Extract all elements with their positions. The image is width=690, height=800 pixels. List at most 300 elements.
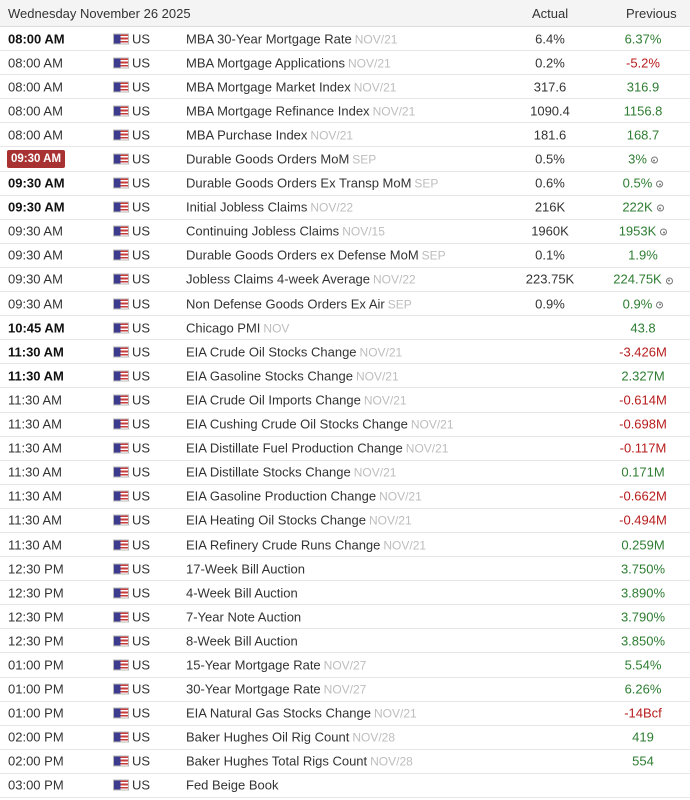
- event-title-cell[interactable]: [186, 441, 448, 456]
- event-name-link[interactable]: MBA Mortgage Market Index: [186, 79, 351, 95]
- previous-value-cell: [597, 682, 689, 697]
- actual-value: 0.6%: [535, 175, 565, 191]
- event-name-link[interactable]: Durable Goods Orders Ex Transp MoM: [186, 175, 412, 191]
- event-reference-period: NOV/21: [355, 369, 399, 384]
- event-name-link[interactable]: EIA Natural Gas Stocks Change: [186, 705, 371, 721]
- calendar-row[interactable]: [0, 702, 690, 726]
- event-country: US: [132, 344, 151, 360]
- us-flag-icon: [113, 105, 129, 116]
- previous-value: 1156.8: [623, 103, 663, 119]
- previous-value-cell: [597, 633, 689, 648]
- event-title-cell[interactable]: [186, 127, 353, 142]
- event-name-link[interactable]: EIA Distillate Fuel Production Change: [186, 440, 403, 456]
- us-flag-icon: [113, 394, 129, 405]
- actual-value: 1090.4: [530, 103, 570, 119]
- us-flag-icon: [113, 539, 129, 550]
- event-name-link[interactable]: 4-Week Bill Auction: [186, 585, 298, 601]
- previous-value-cell: [597, 296, 689, 311]
- event-time: 09:30 AM: [8, 271, 63, 287]
- event-time: 02:00 PM: [8, 729, 64, 745]
- event-time: 09:30 AM: [8, 223, 63, 239]
- event-title-cell[interactable]: [186, 778, 279, 793]
- event-reference-period: NOV/21: [363, 393, 407, 408]
- event-name-link[interactable]: Baker Hughes Oil Rig Count: [186, 729, 350, 745]
- event-reference-period: SEP: [387, 297, 412, 312]
- previous-column-header[interactable]: Previous: [626, 6, 677, 21]
- event-country: US: [132, 488, 151, 504]
- event-name-link[interactable]: Continuing Jobless Claims: [186, 223, 340, 239]
- previous-value-cell: [597, 368, 689, 383]
- previous-value-cell: [597, 55, 689, 70]
- event-time: 08:00 AM: [8, 31, 65, 47]
- previous-value: 3.750%: [620, 561, 666, 577]
- event-title-cell[interactable]: [186, 609, 301, 624]
- event-title-cell[interactable]: [186, 730, 395, 745]
- calendar-row[interactable]: [0, 220, 690, 244]
- calendar-row[interactable]: [0, 509, 690, 533]
- previous-value: 3%: [628, 151, 647, 167]
- event-time: 10:45 AM: [8, 320, 65, 336]
- event-reference-period: NOV/21: [353, 80, 397, 95]
- us-flag-icon: [113, 756, 129, 767]
- event-title-cell[interactable]: [186, 200, 353, 215]
- event-name-link[interactable]: 7-Year Note Auction: [186, 609, 302, 625]
- event-reference-period: NOV/22: [373, 272, 416, 287]
- previous-value-cell: [597, 127, 689, 142]
- event-name-link[interactable]: MBA 30-Year Mortgage Rate: [186, 31, 352, 47]
- us-flag-icon: [113, 322, 129, 333]
- us-flag-icon: [113, 467, 129, 478]
- previous-value-cell: [597, 248, 689, 263]
- event-country: US: [132, 537, 151, 553]
- calendar-row[interactable]: [0, 750, 690, 774]
- event-title-cell[interactable]: [186, 368, 399, 383]
- event-country: US: [132, 585, 151, 601]
- event-country: US: [132, 127, 151, 143]
- previous-value-cell: [597, 31, 689, 46]
- previous-value-cell: [597, 79, 689, 94]
- event-time: 09:30 AM: [8, 296, 63, 312]
- previous-value: 3.790%: [620, 609, 666, 625]
- previous-value-cell: [597, 417, 689, 432]
- event-title-cell[interactable]: [186, 682, 366, 697]
- previous-value-cell: [597, 730, 689, 745]
- event-reference-period: SEP: [421, 248, 446, 263]
- previous-value-cell: [597, 224, 689, 239]
- event-country: US: [132, 609, 151, 625]
- previous-value-cell: [597, 392, 689, 407]
- calendar-row[interactable]: [0, 485, 690, 509]
- actual-value: 0.5%: [535, 151, 565, 167]
- actual-value: 6.4%: [535, 31, 565, 47]
- us-flag-icon: [113, 611, 129, 622]
- revised-icon[interactable]: [657, 205, 664, 212]
- event-time: 01:00 PM: [8, 657, 64, 673]
- calendar-row[interactable]: [0, 196, 690, 220]
- event-reference-period: NOV/21: [353, 465, 397, 480]
- event-country: US: [132, 392, 151, 408]
- event-country: US: [132, 175, 151, 191]
- actual-value: 216K: [534, 199, 566, 215]
- event-country: US: [132, 368, 151, 384]
- revised-icon[interactable]: [660, 229, 667, 236]
- event-time: 11:30 AM: [8, 344, 64, 360]
- calendar-row[interactable]: [0, 172, 690, 196]
- previous-value: 168.7: [626, 127, 660, 143]
- event-reference-period: NOV/21: [310, 128, 354, 143]
- calendar-row[interactable]: [0, 629, 690, 653]
- us-flag-icon: [113, 57, 129, 68]
- previous-value-cell: [597, 200, 689, 215]
- calendar-row[interactable]: [0, 653, 690, 677]
- event-time-live: 09:30 AM: [7, 150, 65, 168]
- event-reference-period: NOV/15: [342, 224, 385, 239]
- previous-value-cell: [597, 272, 689, 287]
- calendar-row[interactable]: [0, 292, 690, 316]
- calendar-row[interactable]: [0, 364, 690, 388]
- previous-value: 6.26%: [624, 681, 662, 697]
- previous-value: 1953K: [618, 223, 657, 239]
- event-title-cell[interactable]: [186, 272, 416, 287]
- event-country: US: [132, 753, 151, 769]
- event-name-link[interactable]: 17-Week Bill Auction: [186, 561, 305, 577]
- us-flag-icon: [113, 370, 129, 381]
- event-country: US: [132, 416, 151, 432]
- event-time: 12:30 PM: [8, 609, 64, 625]
- event-title-cell[interactable]: [186, 513, 412, 528]
- event-name-link[interactable]: Durable Goods Orders MoM: [186, 151, 350, 167]
- event-name-link[interactable]: MBA Mortgage Refinance Index: [186, 103, 370, 119]
- event-time: 01:00 PM: [8, 681, 64, 697]
- event-reference-period: NOV/21: [372, 104, 416, 119]
- event-reference-period: NOV/21: [405, 441, 449, 456]
- event-reference-period: NOV/21: [347, 56, 391, 71]
- event-time: 09:30 AM: [8, 199, 65, 215]
- event-name-link[interactable]: EIA Cushing Crude Oil Stocks Change: [186, 416, 408, 432]
- event-title-cell[interactable]: [186, 392, 407, 407]
- actual-value: 0.1%: [535, 247, 565, 263]
- actual-value: 1960K: [531, 223, 569, 239]
- event-time: 12:30 PM: [8, 585, 64, 601]
- event-country: US: [132, 31, 151, 47]
- actual-value: 0.2%: [535, 55, 565, 71]
- previous-value-cell: [597, 513, 689, 528]
- event-country: US: [132, 199, 151, 215]
- event-country: US: [132, 440, 151, 456]
- revised-icon[interactable]: [656, 301, 663, 308]
- event-name-link[interactable]: EIA Crude Oil Stocks Change: [186, 344, 357, 360]
- event-title-cell[interactable]: [186, 537, 426, 552]
- calendar-row[interactable]: [0, 268, 690, 292]
- event-time: 11:30 AM: [8, 512, 62, 528]
- previous-value: 0.259M: [621, 537, 665, 553]
- event-name-link[interactable]: Non Defense Goods Orders Ex Air: [186, 296, 385, 312]
- us-flag-icon: [113, 684, 129, 695]
- event-title-cell[interactable]: [186, 489, 422, 504]
- event-title-cell[interactable]: [186, 320, 289, 335]
- event-reference-period: NOV/21: [379, 489, 422, 504]
- event-time: 11:30 AM: [8, 488, 62, 504]
- event-reference-period: NOV/28: [370, 754, 413, 769]
- calendar-row[interactable]: [0, 605, 690, 629]
- previous-value-cell: [597, 537, 689, 552]
- us-flag-icon: [113, 274, 129, 285]
- us-flag-icon: [113, 129, 129, 140]
- event-name-link[interactable]: Jobless Claims 4-week Average: [186, 271, 371, 287]
- event-time: 11:30 AM: [8, 392, 62, 408]
- calendar-row[interactable]: [0, 75, 690, 99]
- calendar-row[interactable]: [0, 413, 690, 437]
- calendar-row[interactable]: [0, 51, 690, 75]
- calendar-row[interactable]: [0, 99, 690, 123]
- event-country: US: [132, 79, 151, 95]
- calendar-row[interactable]: [0, 388, 690, 412]
- previous-value: 222K: [622, 199, 653, 215]
- event-reference-period: NOV/21: [368, 513, 412, 528]
- previous-value-cell: [597, 103, 689, 118]
- previous-value: -5.2%: [626, 55, 660, 71]
- event-reference-period: SEP: [352, 152, 377, 167]
- event-country: US: [132, 777, 151, 793]
- previous-value: -0.698M: [619, 416, 667, 432]
- event-title-cell[interactable]: [186, 754, 413, 769]
- previous-value: 5.54%: [624, 657, 662, 673]
- calendar-row[interactable]: [0, 581, 690, 605]
- calendar-row[interactable]: [0, 244, 690, 268]
- previous-value: 3.850%: [620, 633, 666, 649]
- revised-icon[interactable]: [651, 157, 658, 164]
- event-title-cell[interactable]: [186, 103, 415, 118]
- previous-value-cell: [597, 657, 689, 672]
- event-title-cell[interactable]: [186, 417, 454, 432]
- previous-value: -3.426M: [619, 344, 667, 360]
- event-title-cell[interactable]: [186, 176, 438, 191]
- event-country: US: [132, 633, 151, 649]
- event-title-cell[interactable]: [186, 248, 446, 263]
- previous-value: 554: [632, 753, 654, 769]
- previous-value-cell: [597, 489, 689, 504]
- us-flag-icon: [113, 178, 129, 189]
- us-flag-icon: [113, 732, 129, 743]
- us-flag-icon: [113, 708, 129, 719]
- event-name-link[interactable]: EIA Crude Oil Imports Change: [186, 392, 361, 408]
- event-reference-period: NOV/21: [354, 32, 398, 47]
- event-country: US: [132, 561, 151, 577]
- previous-value: -0.614M: [619, 392, 667, 408]
- event-title-cell[interactable]: [186, 79, 396, 94]
- event-country: US: [132, 296, 151, 312]
- us-flag-icon: [113, 491, 129, 502]
- actual-value: 0.9%: [535, 296, 565, 312]
- us-flag-icon: [113, 81, 129, 92]
- previous-value: 1.9%: [628, 247, 658, 263]
- event-country: US: [132, 657, 151, 673]
- previous-value: 0.9%: [622, 296, 653, 312]
- previous-value-cell: [597, 561, 689, 576]
- event-country: US: [132, 247, 151, 263]
- event-country: US: [132, 320, 151, 336]
- calendar-row[interactable]: [0, 557, 690, 581]
- calendar-row[interactable]: [0, 27, 690, 51]
- calendar-row[interactable]: [0, 340, 690, 364]
- calendar-row[interactable]: [0, 726, 690, 750]
- previous-value: 0.5%: [622, 175, 653, 191]
- event-title-cell[interactable]: [186, 561, 305, 576]
- us-flag-icon: [113, 635, 129, 646]
- calendar-header: [0, 0, 690, 27]
- event-reference-period: NOV/28: [352, 730, 395, 745]
- event-time: 09:30 AM: [8, 247, 63, 263]
- previous-value: 6.37%: [624, 31, 662, 47]
- event-time: 08:00 AM: [8, 79, 63, 95]
- us-flag-icon: [113, 250, 129, 261]
- previous-value-cell: [597, 609, 689, 624]
- event-time: 08:00 AM: [8, 103, 63, 119]
- actual-column-header[interactable]: Actual: [532, 6, 569, 21]
- actual-value: 223.75K: [525, 271, 575, 287]
- previous-value-cell: [597, 152, 689, 167]
- event-country: US: [132, 464, 151, 480]
- us-flag-icon: [113, 33, 129, 44]
- event-name-link[interactable]: EIA Distillate Stocks Change: [186, 464, 351, 480]
- event-country: US: [132, 223, 151, 239]
- us-flag-icon: [113, 298, 129, 309]
- calendar-date: Wednesday November 26 2025: [8, 6, 191, 21]
- event-time: 08:00 AM: [8, 127, 63, 143]
- actual-value: 181.6: [533, 127, 567, 143]
- event-title-cell[interactable]: [186, 55, 391, 70]
- previous-value-cell: [597, 344, 689, 359]
- previous-value: -0.494M: [619, 512, 667, 528]
- event-reference-period: NOV/21: [373, 706, 417, 721]
- previous-value: 43.8: [630, 320, 656, 336]
- us-flag-icon: [113, 659, 129, 670]
- us-flag-icon: [113, 346, 129, 357]
- us-flag-icon: [113, 587, 129, 598]
- us-flag-icon: [113, 443, 129, 454]
- event-title-cell[interactable]: [186, 152, 376, 167]
- event-title-cell[interactable]: [186, 633, 298, 648]
- us-flag-icon: [113, 780, 129, 791]
- event-name-link[interactable]: 30-Year Mortgage Rate: [186, 681, 321, 697]
- event-title-cell[interactable]: [186, 224, 385, 239]
- event-reference-period: NOV: [263, 321, 290, 336]
- event-time: 11:30 AM: [8, 416, 62, 432]
- previous-value-cell: [597, 465, 689, 480]
- event-time: 01:00 PM: [8, 705, 64, 721]
- event-time: 11:30 AM: [8, 440, 62, 456]
- event-reference-period: NOV/27: [323, 682, 367, 697]
- event-name-link[interactable]: MBA Mortgage Applications: [186, 55, 345, 71]
- previous-value: 224.75K: [613, 271, 662, 287]
- event-name-link[interactable]: EIA Heating Oil Stocks Change: [186, 512, 366, 528]
- event-country: US: [132, 512, 151, 528]
- event-title-cell[interactable]: [186, 657, 366, 672]
- event-country: US: [132, 705, 151, 721]
- event-time: 09:30 AM: [8, 175, 65, 191]
- calendar-row[interactable]: [0, 678, 690, 702]
- event-country: US: [132, 55, 151, 71]
- us-flag-icon: [113, 419, 129, 430]
- previous-value: 3.890%: [620, 585, 666, 601]
- calendar-row[interactable]: [0, 123, 690, 147]
- revised-icon[interactable]: [666, 277, 673, 284]
- previous-value: 0.171M: [621, 464, 665, 480]
- event-name-link[interactable]: Fed Beige Book: [186, 777, 279, 793]
- us-flag-icon: [113, 202, 129, 213]
- previous-value: -14Bcf: [624, 705, 662, 721]
- event-name-link[interactable]: Initial Jobless Claims: [186, 199, 308, 215]
- event-time: 02:00 PM: [8, 753, 64, 769]
- event-name-link[interactable]: Baker Hughes Total Rigs Count: [186, 753, 368, 769]
- event-title-cell[interactable]: [186, 31, 397, 46]
- calendar-row[interactable]: [0, 437, 690, 461]
- previous-value: -0.117M: [619, 440, 667, 456]
- event-time: 12:30 PM: [8, 633, 64, 649]
- event-country: US: [132, 103, 151, 119]
- calendar-row[interactable]: [0, 316, 690, 340]
- us-flag-icon: [113, 563, 129, 574]
- event-name-link[interactable]: 8-Week Bill Auction: [186, 633, 298, 649]
- event-time: 08:00 AM: [8, 55, 63, 71]
- event-name-link[interactable]: Chicago PMI: [186, 320, 261, 336]
- calendar-row[interactable]: [0, 461, 690, 485]
- event-time: 11:30 AM: [8, 368, 64, 384]
- event-name-link[interactable]: 15-Year Mortgage Rate: [186, 657, 321, 673]
- previous-value: 419: [632, 729, 654, 745]
- previous-value: 2.327M: [621, 368, 665, 384]
- event-reference-period: NOV/22: [310, 200, 354, 215]
- us-flag-icon: [113, 226, 129, 237]
- event-name-link[interactable]: EIA Gasoline Production Change: [186, 488, 377, 504]
- event-reference-period: NOV/21: [410, 417, 454, 432]
- event-country: US: [132, 271, 151, 287]
- event-reference-period: NOV/27: [323, 658, 367, 673]
- event-title-cell[interactable]: [186, 296, 412, 311]
- event-time: 11:30 AM: [8, 464, 62, 480]
- event-name-link[interactable]: MBA Purchase Index: [186, 127, 308, 143]
- event-time: 03:00 PM: [8, 777, 64, 793]
- event-title-cell[interactable]: [186, 585, 298, 600]
- event-country: US: [132, 729, 151, 745]
- previous-value-cell: [597, 176, 689, 191]
- previous-value-cell: [597, 441, 689, 456]
- event-time: 12:30 PM: [8, 561, 64, 577]
- event-name-link[interactable]: Durable Goods Orders ex Defense MoM: [186, 247, 419, 263]
- previous-value-cell: [597, 706, 689, 721]
- event-reference-period: NOV/21: [359, 345, 403, 360]
- event-name-link[interactable]: EIA Gasoline Stocks Change: [186, 368, 353, 384]
- actual-value: 317.6: [533, 79, 567, 95]
- revised-icon[interactable]: [656, 181, 663, 188]
- event-title-cell[interactable]: [186, 344, 402, 359]
- event-time: 11:30 AM: [8, 537, 62, 553]
- previous-value-cell: [597, 585, 689, 600]
- previous-value-cell: [597, 754, 689, 769]
- previous-value: 316.9: [626, 79, 660, 95]
- event-title-cell[interactable]: [186, 706, 417, 721]
- event-name-link[interactable]: EIA Refinery Crude Runs Change: [186, 537, 381, 553]
- previous-value: -0.662M: [619, 488, 667, 504]
- event-reference-period: SEP: [414, 176, 439, 191]
- us-flag-icon: [113, 154, 129, 165]
- event-reference-period: NOV/21: [383, 538, 427, 553]
- event-country: US: [132, 151, 151, 167]
- calendar-row[interactable]: [0, 533, 690, 557]
- calendar-row[interactable]: [0, 774, 690, 798]
- event-title-cell[interactable]: [186, 465, 396, 480]
- calendar-row[interactable]: [0, 147, 690, 171]
